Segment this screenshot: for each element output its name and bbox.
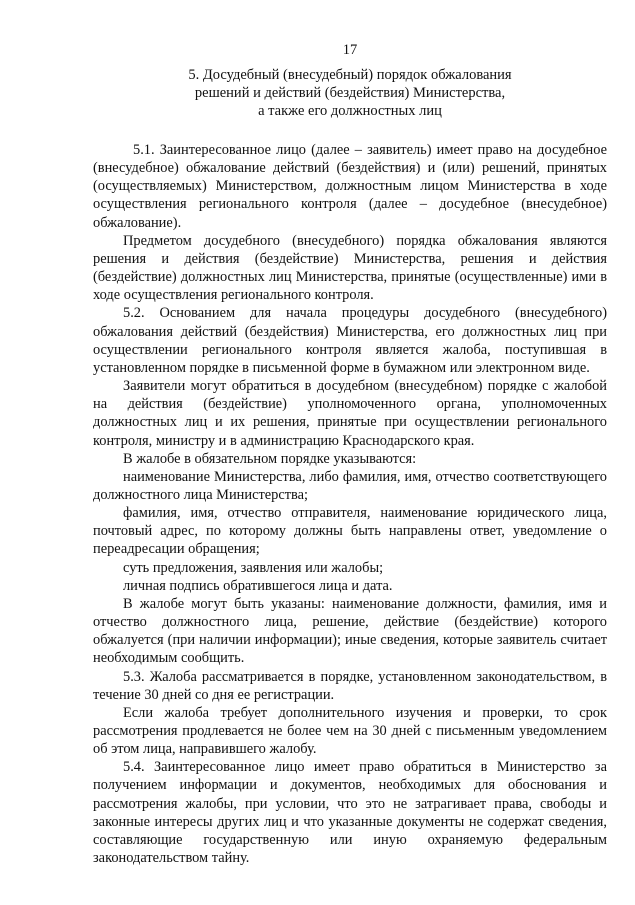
list-item-signature: личная подпись обратившегося лица и дата. [123, 577, 393, 594]
paragraph-5-1: 5.1. Заинтересованное лицо (далее – заявитель) имеет право на досудебное (внесудебное) обжалование действий (бездействия) и (или) решений, принятых (осуществляемых) Министерством, должностным лицом Министерства в ходе осуществления регионального контроля (далее – досудебное (внесудебное) обжалование). [93, 142, 607, 231]
paragraph-optional-items: В жалобе могут быть указаны: наименование должности, фамилия, имя и отчество должностного лица, решение, действие (бездействие) которого обжалуется (при наличии информации); иные сведения, которые заявитель считает необходимым сообщить. [93, 595, 607, 667]
list-item-essence: суть предложения, заявления или жалобы; [123, 559, 384, 576]
paragraph-mandatory-items: В жалобе в обязательном порядке указываются: [123, 450, 417, 467]
paragraph-subject-of-appeal: Предметом досудебного (внесудебного) порядка обжалования являются решения и действия (бездействие) Министерства, решения и действия (бездействие) должностных лиц Министерства, принятые (осуществленные) ими в ходе осуществления регионального контроля. [93, 232, 607, 304]
paragraph-extension: Если жалоба требует дополнительного изучения и проверки, то срок рассмотрения продлевается не более чем на 30 дней с письменным уведомлением об этом лица, направившего жалобу. [93, 704, 607, 758]
section-heading-line-1: 5. Досудебный (внесудебный) порядок обжалования [188, 67, 512, 83]
list-item-ministry-name: наименование Министерства, либо фамилия, имя, отчество соответствующего должностного лица Министерства; [93, 468, 607, 503]
section-heading-line-2: решений и действий (бездействия) Министерства, [194, 85, 506, 101]
section-heading [93, 66, 607, 120]
list-item-sender-details: фамилия, имя, отчество отправителя, наименование юридического лица, почтовый адрес, по которому должны быть направлены ответ, уведомление о переадресации обращения; [93, 505, 607, 558]
paragraph-applicants: Заявители могут обратиться в досудебном (внесудебном) порядке с жалобой на действия (бездействие) уполномоченного органа, уполномоченных должностных лиц и их решения, принятые при осуществлении регионального контроля, министру и в администрацию Краснодарского края. [93, 378, 607, 449]
section-body [93, 141, 607, 867]
page-number: 17 [342, 42, 358, 58]
paragraph-5-2: 5.2. Основанием для начала процедуры досудебного (внесудебного) обжалования действий (бездействия) Министерства, его должностных лиц при осуществлении регионального контроля является жалоба, поступившая в установленном порядке в письменной форме в бумажном или электронном виде. [93, 305, 607, 376]
paragraph-5-3: 5.3. Жалоба рассматривается в порядке, установленном законодательством, в течение 30 дней со дня ее регистрации. [93, 668, 607, 703]
paragraph-5-4: 5.4. Заинтересованное лицо имеет право обратиться в Министерство за получением информации и документов, необходимых для обоснования и рассмотрения жалобы, при условии, что это не затрагивает права, свободы и законные интересы других лиц и что указанные документы не содержат сведения, составляющие государственную или иную охраняемую федеральным законодательством тайну. [93, 759, 607, 867]
section-heading-line-3: а также его должностных лиц [258, 103, 442, 119]
